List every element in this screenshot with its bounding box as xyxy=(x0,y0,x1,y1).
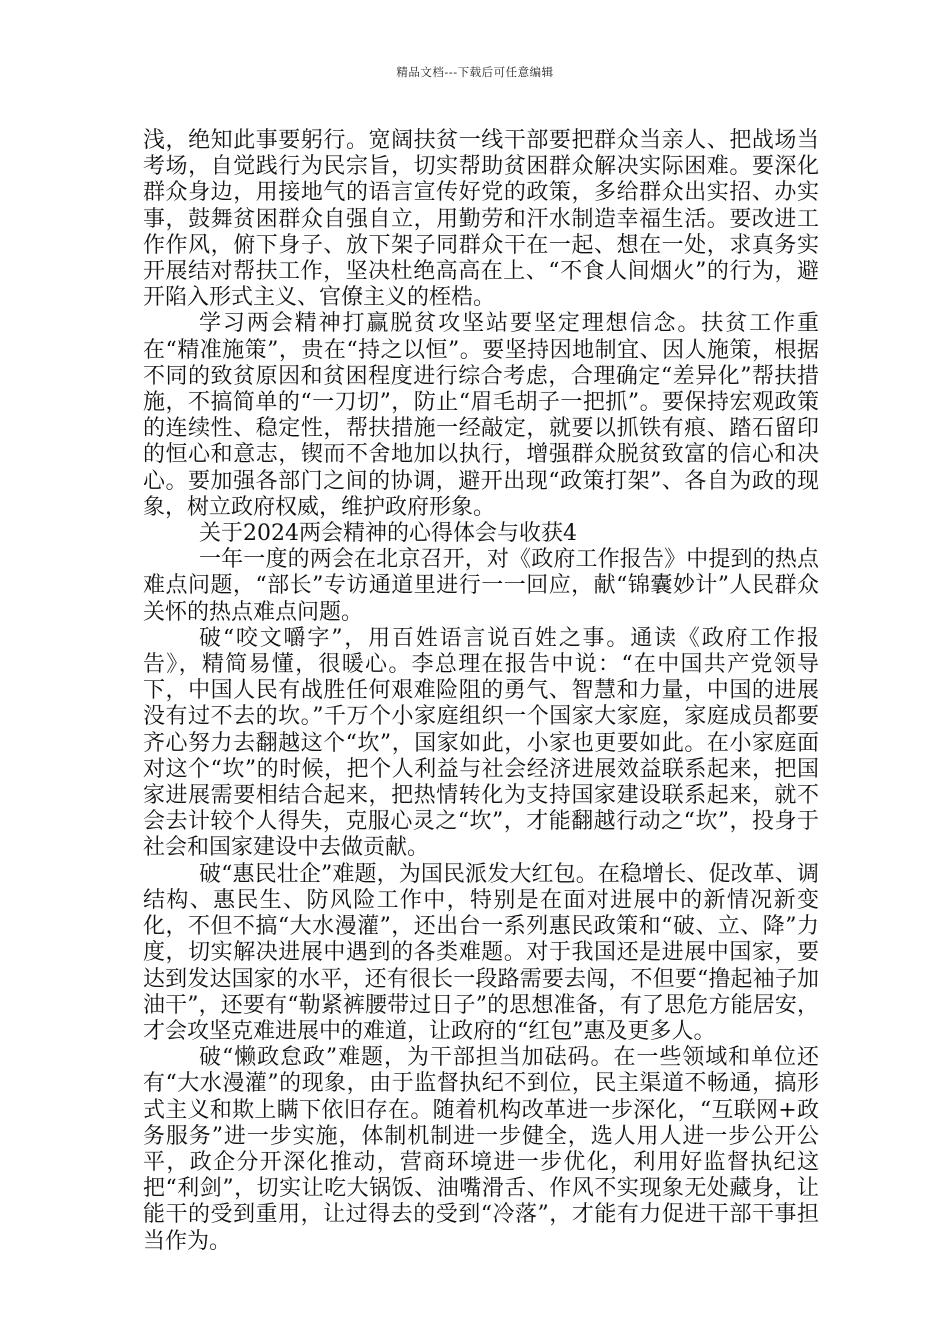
paragraph: 破“懒政怠政”难题，为干部担当加砝码。在一些领域和单位还有“大水漫灌”的现象，由于监督执纪不到位，民主渠道不畅通，搞形式主义和欺上瞒下依旧存在。随着机构改革进一步深化，“互联网+政务服务”进一步实施，体制机制进一步健全，选人用人进一步公开公平，政企分开深化推动，营商环境进一步优化，利用好监督执纪这把“利剑”，切实让吃大锅饭、油嘴滑舌、作风不实现象无处藏身，让能干的受到重用，让过得去的受到“冷落”，才能有力促进干部干事担当作为。 xyxy=(143,1045,819,1254)
paragraph: 破“咬文嚼字”，用百姓语言说百姓之事。通读《政府工作报告》，精简易懂，很暖心。李总理在报告中说：“在中国共产党领导下，中国人民有战胜任何艰难险阻的勇气、智慧和力量，中国的进展没有过不去的坎。”千万个小家庭组织一个国家大家庭，家庭成员都要齐心努力去翻越这个“坎”，国家如此，小家也更要如此。在小家庭面对这个“坎”的时候，把个人利益与社会经济进展效益联系起来，把国家进展需要相结合起来，把热情转化为支持国家建设联系起来，就不会去计较个人得失，克服心灵之“坎”，才能翻越行动之“坎”，投身于社会和国家建设中去做贡献。 xyxy=(143,625,819,861)
paragraph-continuation: 浅，绝知此事要躬行。宽阔扶贫一线干部要把群众当亲人、把战场当考场，自觉践行为民宗旨，切实帮助贫困群众解决实际困难。要深化群众身边，用接地气的语言宣传好党的政策，多给群众出实招、办实事，鼓舞贫困群众自强自立，用勤劳和汗水制造幸福生活。要改进工作作风，俯下身子、放下架子同群众干在一起、想在一处，求真务实开展结对帮扶工作，坚决杜绝高高在上、“不食人间烟火”的行为，避开陷入形式主义、官僚主义的桎梏。 xyxy=(143,128,819,311)
paragraph: 一年一度的两会在北京召开，对《政府工作报告》中提到的热点难点问题，“部长”专访通道里进行一一回应，献“锦囊妙计”人民群众关怀的热点难点问题。 xyxy=(143,547,819,625)
page-header: 精品文档---下载后可任意编辑 xyxy=(396,65,554,79)
section-heading: 关于2024两会精神的心得体会与收获4 xyxy=(199,521,577,547)
paragraph: 学习两会精神打赢脱贫攻坚站要坚定理想信念。扶贫工作重在“精准施策”，贵在“持之以恒”。要坚持因地制宜、因人施策，根据不同的致贫原因和贫困程度进行综合考虑，合理确定“差异化”帮扶措施，不搞简单的“一刀切”，防止“眉毛胡子一把抓”。要保持宏观政策的连续性、稳定性，帮扶措施一经敲定，就要以抓铁有痕、踏石留印的恒心和意志，锲而不舍地加以执行，增强群众脱贫致富的信心和决心。要加强各部门之间的协调，避开出现“政策打架”、各自为政的现象，树立政府权威，维护政府形象。 xyxy=(143,311,819,520)
paragraph: 破“惠民壮企”难题，为国民派发大红包。在稳增长、促改革、调结构、惠民生、防风险工作中，特别是在面对进展中的新情况新变化，不但不搞“大水漫灌”，还出台一系列惠民政策和“破、立、降”力度，切实解决进展中遇到的各类难题。对于我国还是进展中国家，要达到发达国家的水平，还有很长一段路需要去闯，不但要“撸起袖子加油干”，还要有“勒紧裤腰带过日子”的思想准备，有了思危方能居安，才会攻坚克难进展中的难道，让政府的“红包”惠及更多人。 xyxy=(143,861,819,1044)
document-body xyxy=(143,128,819,1255)
